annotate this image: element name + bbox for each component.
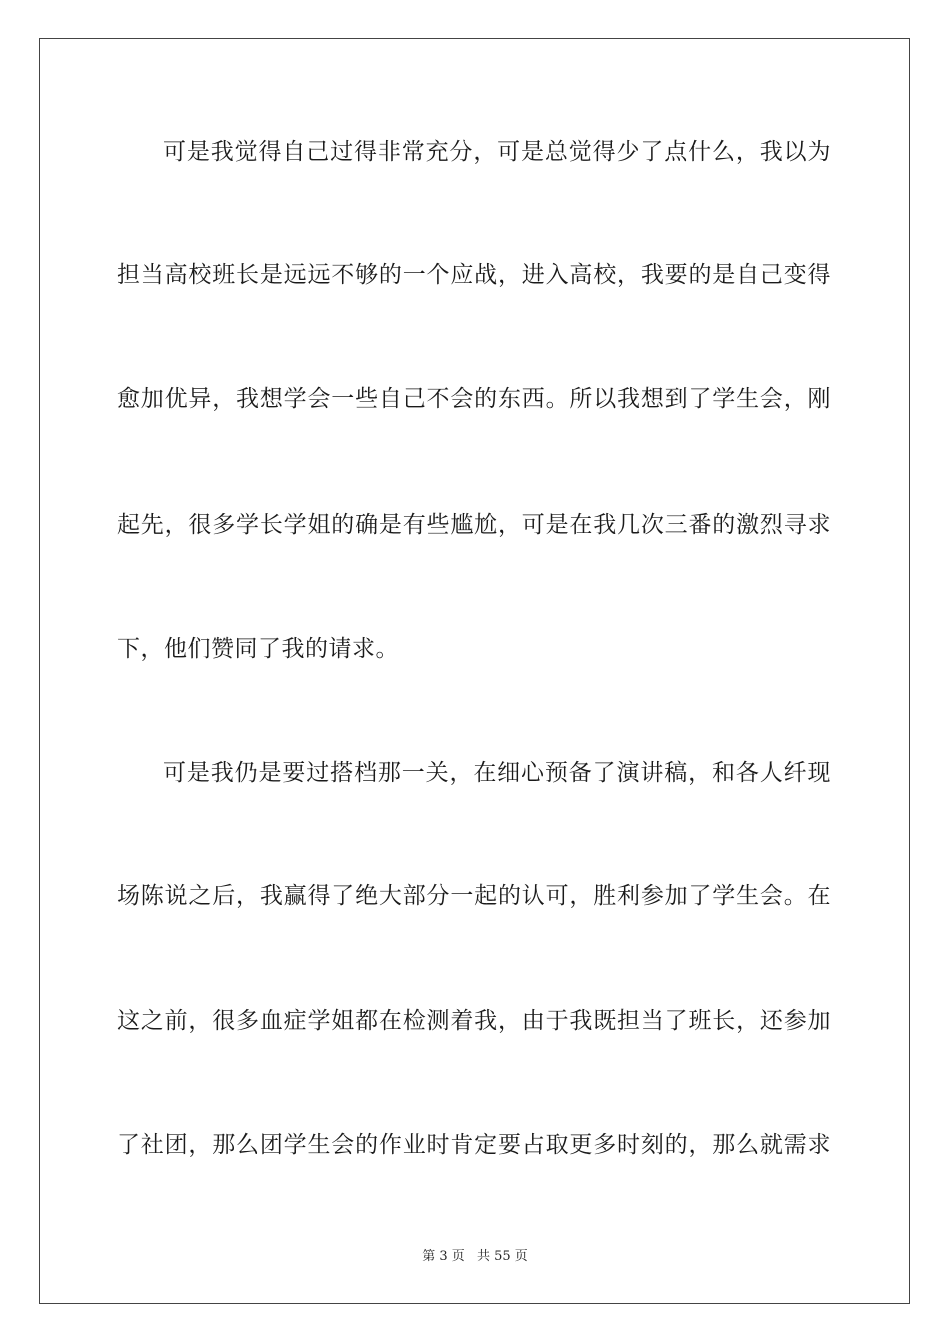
page-number: 第 3 页 xyxy=(422,1249,465,1264)
paragraph-1-line-2: 担当高校班长是远远不够的一个应战，进入高校，我要的是自己变得 xyxy=(117,262,831,288)
paragraph-2-line-1: 可是我仍是要过搭档那一关，在细心预备了演讲稿，和各人纤现 xyxy=(163,760,831,786)
paragraph-1-line-1: 可是我觉得自己过得非常充分，可是总觉得少了点什么，我以为 xyxy=(163,139,831,165)
paragraph-2-line-4: 了社团，那么团学生会的作业时肯定要占取更多时刻的，那么就需求 xyxy=(117,1132,831,1158)
paragraph-1-line-3: 愈加优异，我想学会一些自己不会的东西。所以我想到了学生会，刚 xyxy=(117,386,831,412)
page-footer xyxy=(0,1245,950,1264)
paragraph-2-line-3: 这之前，很多血症学姐都在检测着我，由于我既担当了班长，还参加 xyxy=(117,1008,831,1034)
total-pages: 共 55 页 xyxy=(476,1249,528,1264)
page-border xyxy=(39,38,910,1304)
paragraph-2-line-2: 场陈说之后，我赢得了绝大部分一起的认可，胜利参加了学生会。在 xyxy=(117,883,831,909)
paragraph-1-line-4: 起先，很多学长学姐的确是有些尴尬，可是在我几次三番的激烈寻求 xyxy=(117,512,831,538)
paragraph-1-line-5: 下，他们赞同了我的请求。 xyxy=(117,636,399,662)
